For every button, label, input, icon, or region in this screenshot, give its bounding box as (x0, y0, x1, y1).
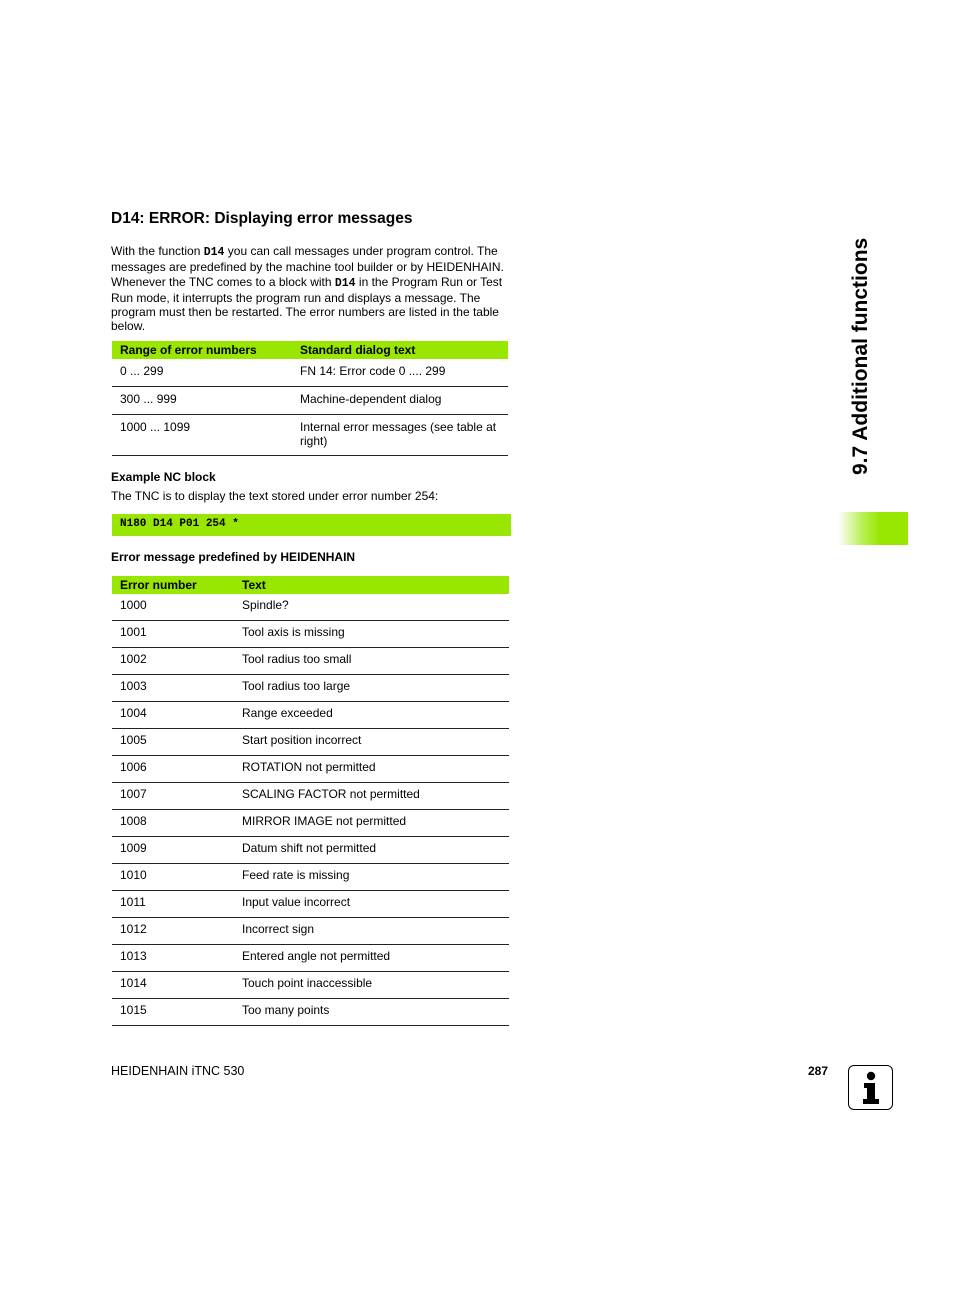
column-header: Text (234, 576, 509, 594)
info-icon (848, 1065, 893, 1110)
error-table-header (112, 576, 509, 594)
table-row (112, 415, 508, 456)
intro-code-2: D14 (334, 276, 356, 290)
example-subheading: Example NC block (111, 470, 216, 484)
page-number: 287 (808, 1064, 829, 1078)
table-row (112, 918, 509, 945)
table-cell: 1010 (112, 864, 234, 891)
intro-text-3: in the Program Run or Test Run mode, it interrupts the program run and displays a message. The program must then be restarted. The error numbers are listed in the table below. (111, 274, 503, 334)
table-row (112, 702, 509, 729)
table-row (112, 972, 509, 999)
table-row (112, 675, 509, 702)
table-cell: Datum shift not permitted (234, 837, 509, 864)
table-row (112, 783, 509, 810)
table-row (112, 999, 509, 1026)
table-cell: 1011 (112, 891, 234, 918)
table-cell: 1005 (112, 729, 234, 756)
table-row (112, 891, 509, 918)
table-cell: Touch point inaccessible (234, 972, 509, 999)
table-cell: MIRROR IMAGE not permitted (234, 810, 509, 837)
table-cell: 1006 (112, 756, 234, 783)
code-line: N180 D14 P01 254 * (120, 518, 239, 530)
table-row (112, 729, 509, 756)
table-cell: 1007 (112, 783, 234, 810)
table-cell: Range exceeded (234, 702, 509, 729)
table-row (112, 648, 509, 675)
table-cell: 1001 (112, 621, 234, 648)
table-row (112, 864, 509, 891)
table-row (112, 756, 509, 783)
table-cell: Too many points (234, 999, 509, 1026)
range-table (112, 341, 508, 456)
chapter-tab-marker (838, 512, 908, 545)
table-cell: Internal error messages (see table at right) (292, 415, 508, 456)
table-cell: 1000 ... 1099 (112, 415, 292, 456)
table-cell: 1003 (112, 675, 234, 702)
intro-code-1: D14 (203, 246, 225, 259)
intro-paragraph (111, 244, 511, 334)
table-cell: Start position incorrect (234, 729, 509, 756)
table-row (112, 594, 509, 621)
code-block (112, 514, 511, 536)
section-heading: D14: ERROR: Displaying error messages (111, 210, 413, 227)
table-cell: 1015 (112, 999, 234, 1026)
intro-text-2: you can call messages under program control. The messages are predefined by the machine tool builder or by HEIDENHAIN. Whenever the TNC comes to a block with (111, 244, 504, 289)
table-cell: 1002 (112, 648, 234, 675)
table-row (112, 837, 509, 864)
table-row (112, 359, 508, 387)
table-row (112, 810, 509, 837)
info-icon-glyph (856, 1070, 886, 1106)
table-cell: 1008 (112, 810, 234, 837)
table-cell: Input value incorrect (234, 891, 509, 918)
footer-product: HEIDENHAIN iTNC 530 (111, 1064, 245, 1078)
error-table (112, 576, 509, 1026)
table-cell: 1000 (112, 594, 234, 621)
table-cell: ROTATION not permitted (234, 756, 509, 783)
table-cell: 300 ... 999 (112, 387, 292, 415)
table-cell: Spindle? (234, 594, 509, 621)
range-table-header (112, 341, 508, 359)
table-cell: 1004 (112, 702, 234, 729)
table-cell: FN 14: Error code 0 .... 299 (292, 359, 508, 387)
column-header: Error number (112, 576, 234, 594)
table-row (112, 387, 508, 415)
example-text: The TNC is to display the text stored under error number 254: (111, 489, 439, 503)
table-cell: Incorrect sign (234, 918, 509, 945)
table-cell: 1012 (112, 918, 234, 945)
table-cell: 1009 (112, 837, 234, 864)
chapter-side-title: 9.7 Additional functions (849, 237, 872, 475)
intro-text-1: With the function (111, 244, 204, 258)
table-cell: Tool radius too small (234, 648, 509, 675)
table-cell: Tool radius too large (234, 675, 509, 702)
table-cell: 1014 (112, 972, 234, 999)
column-header: Standard dialog text (292, 341, 508, 359)
table-row (112, 945, 509, 972)
table-cell: 0 ... 299 (112, 359, 292, 387)
table-cell: SCALING FACTOR not permitted (234, 783, 509, 810)
table-row (112, 621, 509, 648)
table-cell: Tool axis is missing (234, 621, 509, 648)
column-header: Range of error numbers (112, 341, 292, 359)
error-table-subheading: Error message predefined by HEIDENHAIN (111, 550, 356, 564)
table-cell: 1013 (112, 945, 234, 972)
table-cell: Machine-dependent dialog (292, 387, 508, 415)
table-cell: Feed rate is missing (234, 864, 509, 891)
table-cell: Entered angle not permitted (234, 945, 509, 972)
